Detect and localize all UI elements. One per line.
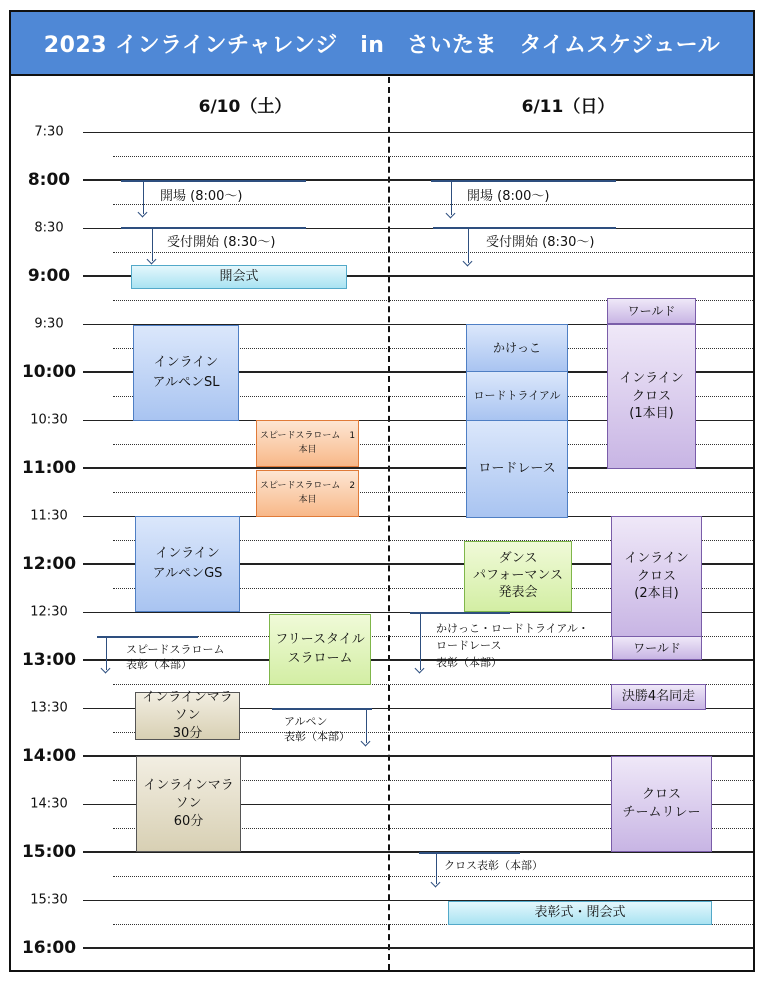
event-kakekko: かけっこ (466, 324, 568, 372)
event-speed-slalom-2: スピードスラローム 2本目 (256, 470, 359, 517)
alpine-award-arrow (366, 710, 367, 743)
event-world-1: ワールド (607, 298, 696, 324)
quarter-gridline (113, 876, 753, 877)
day-header-sun: 6/11（日） (521, 97, 615, 117)
speed-award-arrow (106, 638, 107, 670)
time-label: 8:30 (34, 220, 64, 236)
page-title: 2023 インラインチャレンジ in さいたま タイムスケジュール (11, 12, 753, 76)
time-gridline (83, 947, 753, 949)
reception-arrow-sat (152, 229, 153, 261)
event-road-trial: ロードトライアル (466, 371, 568, 421)
event-marathon-30: インラインマラソン 30分 (135, 692, 240, 740)
time-label: 11:00 (21, 458, 77, 478)
time-label: 11:30 (30, 508, 68, 524)
cross-award-marker (419, 852, 520, 854)
time-label: 13:00 (21, 650, 77, 670)
reception-label-sat: 受付開始 (8:30～) (167, 235, 276, 250)
time-label: 14:30 (30, 796, 68, 812)
event-speed-slalom-1: スピードスラローム 1本目 (256, 420, 359, 467)
opening-ceremony: 開会式 (131, 265, 347, 289)
day-divider (388, 77, 390, 970)
event-alpine-sl: インライン アルペンSL (133, 325, 239, 421)
time-label: 7:30 (34, 124, 64, 140)
reception-label-sun: 受付開始 (8:30～) (486, 235, 595, 250)
cross-award-label: クロス表彰（本部） (444, 859, 543, 872)
time-label: 14:00 (21, 746, 77, 766)
quarter-gridline (113, 492, 753, 493)
time-label: 10:30 (30, 412, 68, 428)
event-cross-1: インライン クロス (1本目) (607, 324, 696, 469)
event-alpine-gs: インライン アルペンGS (135, 516, 240, 612)
event-world-2: ワールド (612, 636, 702, 660)
time-label: 9:00 (27, 266, 71, 286)
open-label-sat: 開場 (8:00～) (160, 189, 243, 204)
open-marker-sun (431, 180, 616, 182)
open-arrow-sun (451, 182, 452, 215)
reception-marker-sat (121, 227, 306, 229)
speed-award-marker (97, 636, 198, 638)
open-label-sun: 開場 (8:00～) (467, 189, 550, 204)
cross-award-arrow (436, 854, 437, 884)
time-label: 9:30 (34, 316, 64, 332)
alpine-award-marker (272, 708, 372, 710)
time-label: 12:30 (30, 604, 68, 620)
kakekko-award-arrow (420, 614, 421, 670)
quarter-gridline (113, 156, 753, 157)
open-marker-sat (121, 180, 306, 182)
kakekko-award-marker (410, 612, 510, 614)
time-label: 16:00 (21, 938, 77, 958)
time-label: 13:30 (30, 700, 68, 716)
time-label: 12:00 (21, 554, 77, 574)
event-marathon-60: インラインマラソン 60分 (136, 756, 241, 852)
event-road-race: ロードレース (466, 420, 568, 518)
alpine-award-label: アルペン 表彰（本部） (284, 715, 350, 743)
event-cross-2: インライン クロス (2本目) (611, 516, 702, 637)
reception-arrow-sun (468, 229, 469, 263)
quarter-gridline (113, 252, 753, 253)
closing-ceremony: 表彰式・閉会式 (448, 901, 712, 925)
reception-marker-sun (433, 227, 616, 229)
event-dance-performance: ダンス パフォーマンス 発表会 (464, 541, 572, 612)
day-header-sat: 6/10（土） (198, 97, 292, 117)
event-cross-relay: クロス チームリレー (611, 756, 712, 852)
open-arrow-sat (143, 182, 144, 214)
kakekko-award-label: かけっこ・ロードトライアル・ ロードレース 表彰（本部） (436, 622, 589, 670)
time-label: 10:00 (21, 362, 77, 382)
speed-award-label: スピードスラローム 表彰（本部） (126, 643, 225, 671)
time-label: 15:00 (21, 842, 77, 862)
event-final-4: 決勝4名同走 (611, 684, 706, 710)
time-gridline (83, 132, 753, 133)
event-freestyle-slalom: フリースタイル スラローム (269, 614, 371, 685)
time-label: 15:30 (30, 892, 68, 908)
time-label: 8:00 (27, 170, 71, 190)
